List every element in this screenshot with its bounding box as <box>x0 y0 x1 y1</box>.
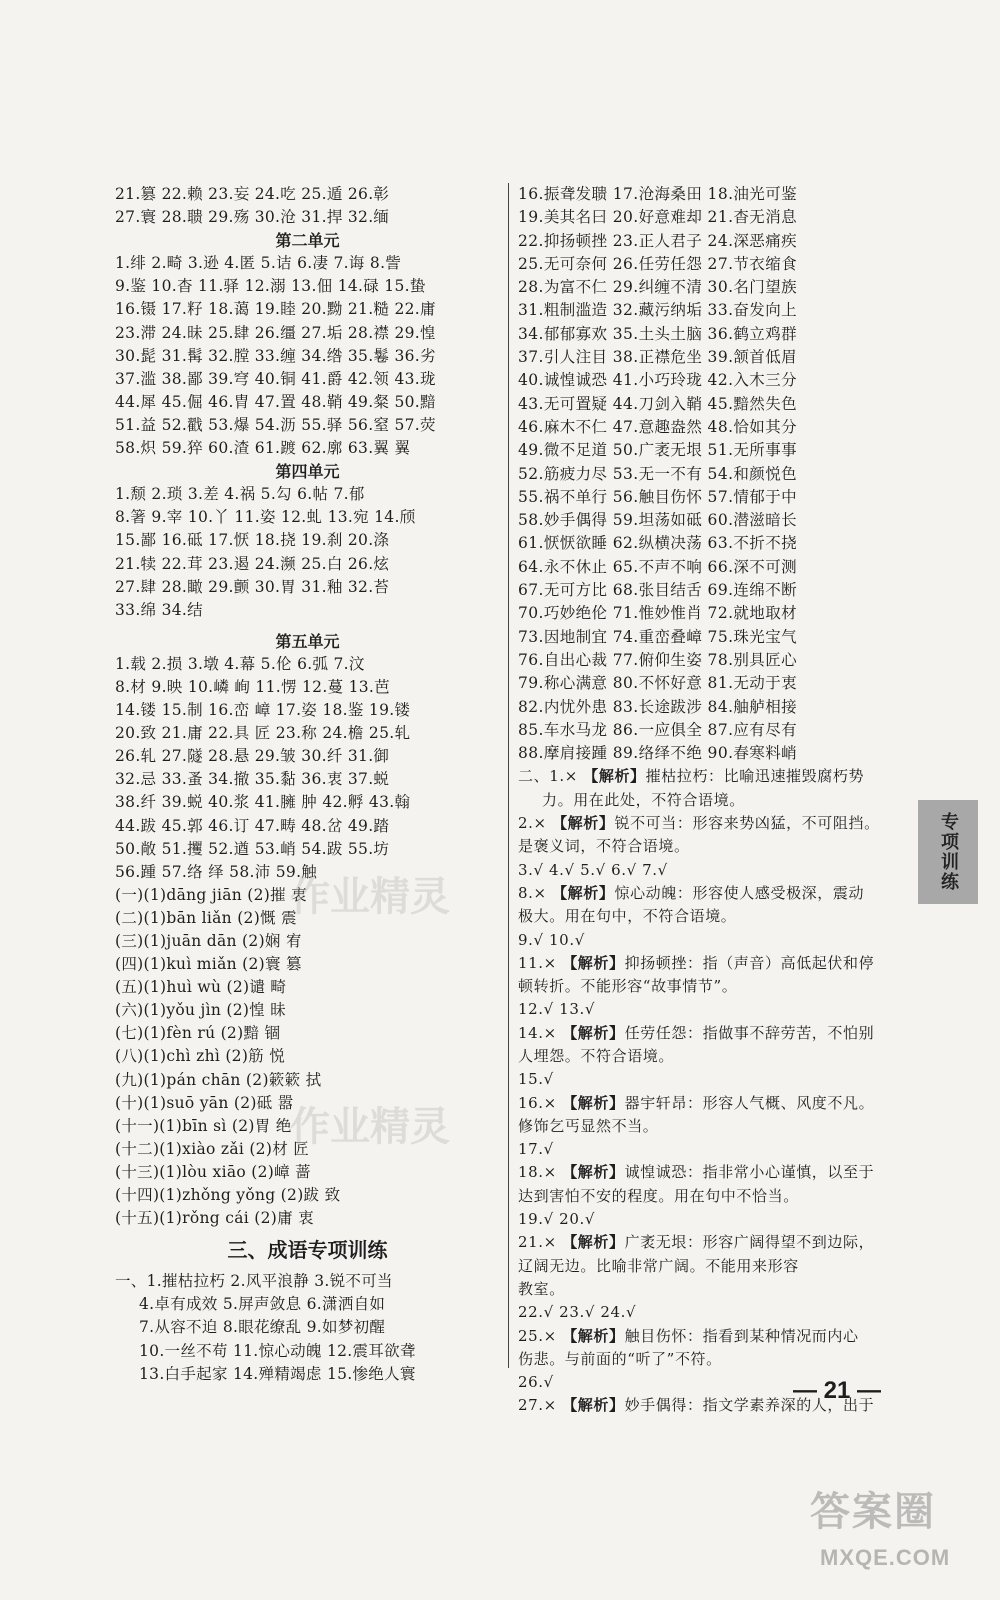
judgement-answer-line <box>518 882 898 905</box>
answer-line: 21.犊 22.茸 23.遏 24.濒 25.白 26.炫 <box>115 554 390 573</box>
judgement-answer-line <box>518 1278 898 1301</box>
answer-line: (八)(1)chì zhì (2)筋 悦 <box>115 1047 286 1066</box>
analysis-text: 顿转折。不能形容“故事情节”。 <box>518 977 738 996</box>
answer-mark: 19.√ 20.√ <box>518 1210 595 1229</box>
answer-mark: 18.× <box>518 1163 563 1182</box>
answer-line: 61.恹恹欲睡 62.纵横决荡 63.不折不挠 <box>518 534 798 553</box>
answer-line: (四)(1)kuì miǎn (2)寰 篡 <box>115 955 302 974</box>
answer-mark: 14.× <box>518 1023 563 1042</box>
answer-line: 21.篡 22.赖 23.妄 24.吃 25.遁 26.彰 <box>115 185 390 203</box>
answer-line: 46.麻木不仁 47.意趣盎然 48.恰如其分 <box>518 417 798 436</box>
analysis-tag: 【解析】 <box>552 883 615 902</box>
answer-line: 38.纤 39.蜕 40.浆 41.臃 肿 42.孵 43.翰 <box>115 793 411 812</box>
unit5-answers <box>115 653 500 884</box>
answer-line: 13.白手起家 14.殚精竭虑 15.惨绝人寰 <box>139 1364 416 1383</box>
answer-mark: 25.× <box>518 1326 563 1345</box>
right-column <box>518 183 898 1418</box>
answer-line: 14.镂 15.制 16.峦 嶂 17.姿 18.鉴 19.镂 <box>115 701 411 720</box>
answer-mark: 2.× <box>518 814 553 833</box>
answer-line: 7.从容不迫 8.眼花缭乱 9.如梦初醒 <box>139 1318 386 1337</box>
judgement-answer-line <box>518 1161 898 1184</box>
answer-line: 1.载 2.损 3.墩 4.幕 5.伦 6.弧 7.汶 <box>115 654 365 673</box>
answer-line: 88.摩肩接踵 89.络绎不绝 90.春寒料峭 <box>518 744 798 763</box>
answer-mark: 16.× <box>518 1093 563 1112</box>
judgement-answer-line <box>518 1348 898 1371</box>
answer-mark: 11.× <box>518 953 563 972</box>
judgement-answer-line <box>518 929 898 952</box>
analysis-text: 广袤无垠：形容广阔得望不到边际， <box>624 1233 875 1252</box>
answer-line: 76.自出心裁 77.俯仰生姿 78.别具匠心 <box>518 650 798 669</box>
answer-line: 一、1.摧枯拉朽 2.风平浪静 3.锐不可当 <box>115 1272 393 1291</box>
analysis-tag: 【解析】 <box>583 767 646 786</box>
judgement-answer-line <box>518 1208 898 1231</box>
analysis-text: 人埋怨。不符合语境。 <box>518 1046 675 1065</box>
analysis-text: 任劳任怨：指做事不辞劳苦，不怕别 <box>624 1023 875 1042</box>
answer-line: (十三)(1)lòu xiāo (2)嶂 蔷 <box>115 1162 311 1181</box>
idiom-answers-right <box>518 183 898 765</box>
analysis-text: 触目伤怀：指看到某种情况而内心 <box>624 1326 859 1345</box>
judgement-answer-line <box>518 765 898 788</box>
unit1-answers <box>115 183 500 229</box>
judgement-answer-line <box>518 952 898 975</box>
answer-line: (七)(1)fèn rú (2)黯 锢 <box>115 1024 281 1043</box>
site-logo-url: MXQE.COM <box>820 1545 951 1570</box>
analysis-tag: 【解析】 <box>562 1023 625 1042</box>
analysis-tag: 【解析】 <box>562 1093 625 1112</box>
answer-line: 22.抑扬顿挫 23.正人君子 24.深恶痛疾 <box>518 231 798 250</box>
unit5-title: 第五单元 <box>275 631 340 651</box>
answer-mark: 26.√ <box>518 1373 554 1392</box>
analysis-text: 修饰乞丐显然不当。 <box>518 1116 659 1135</box>
answer-line: 55.祸不单行 56.触目伤怀 57.情郁于中 <box>518 487 798 506</box>
unit4-answers <box>115 483 500 622</box>
left-column <box>115 183 500 1386</box>
answer-line: 20.致 21.庸 22.具 匠 23.称 24.檐 25.轧 <box>115 724 411 743</box>
answer-line: 49.微不足道 50.广袤无垠 51.无所事事 <box>518 441 798 460</box>
analysis-text: 是褒义词，不符合语境。 <box>518 837 690 856</box>
answer-line: (五)(1)huì wù (2)谴 畸 <box>115 978 287 997</box>
answer-line: 10.一丝不苟 11.惊心动魄 12.震耳欲聋 <box>139 1341 416 1360</box>
answer-mark: 3.√ 4.√ 5.√ 6.√ 7.√ <box>518 860 668 879</box>
answer-line: 16.振聋发聩 17.沧海桑田 18.油光可鉴 <box>518 185 798 203</box>
answer-line: 79.称心满意 80.不怀好意 81.无动于衷 <box>518 674 798 693</box>
answer-line: 40.诚惶诚恐 41.小巧玲珑 42.入木三分 <box>518 371 798 390</box>
section-side-tab: 专项训练 <box>918 800 978 904</box>
watermark: 作业精灵 <box>290 873 450 920</box>
answer-line: 25.无可奈何 26.任劳任怨 27.节衣缩食 <box>518 254 798 273</box>
answer-line: 19.美其名曰 20.好意难却 21.杳无消息 <box>518 208 798 227</box>
analysis-tag: 【解析】 <box>562 1163 625 1182</box>
analysis-tag: 【解析】 <box>562 1233 625 1252</box>
answer-line: 23.滞 24.昧 25.肆 26.缰 27.垢 28.襟 29.惶 <box>115 323 436 342</box>
judgement-answer-line <box>518 1301 898 1324</box>
judgement-answer-line <box>518 859 898 882</box>
answer-line: (十)(1)suō yān (2)砥 嚣 <box>115 1093 294 1112</box>
analysis-text: 抑扬顿挫：指（声音）高低起伏和停 <box>624 953 875 972</box>
answer-line: (九)(1)pán chān (2)簌簌 拭 <box>115 1070 322 1089</box>
answer-line: 26.轧 27.隧 28.悬 29.皱 30.纤 31.御 <box>115 747 390 766</box>
answer-mark: 17.√ <box>518 1140 554 1159</box>
judgement-answer-line <box>518 1092 898 1115</box>
answer-line: 51.益 52.戳 53.爆 54.沥 55.驿 56.窒 57.荧 <box>115 415 436 434</box>
analysis-text: 教室。 <box>518 1279 565 1298</box>
answer-mark: 9.√ 10.√ <box>518 930 585 949</box>
analysis-tag: 【解析】 <box>562 1396 625 1415</box>
judgement-answer-line <box>518 998 898 1021</box>
answer-mark: 27.× <box>518 1396 563 1415</box>
answer-line: 34.郁郁寡欢 35.土头土脑 36.鹤立鸡群 <box>518 324 798 343</box>
judgement-answer-line <box>518 812 898 835</box>
judgement-answers <box>518 765 898 1417</box>
judgement-answer-line <box>518 1138 898 1161</box>
pinyin-answers <box>115 884 500 1230</box>
analysis-text: 妙手偶得：指文学素养深的人，出于 <box>624 1396 875 1415</box>
answer-line: (三)(1)juān dān (2)娴 宥 <box>115 932 302 950</box>
answer-line: 32.忌 33.蚤 34.撤 35.黏 36.衷 37.蜕 <box>115 770 390 789</box>
analysis-tag: 【解析】 <box>562 1326 625 1345</box>
answer-line: 56.踵 57.络 绎 58.沛 59.触 <box>115 862 318 881</box>
answer-line: 82.内忧外患 83.长途跋涉 84.舳舻相接 <box>518 697 798 716</box>
site-logo: 答案圈 <box>810 1488 936 1535</box>
analysis-text: 惊心动魄：形容使人感受极深，震动 <box>614 883 865 902</box>
answer-line: (一)(1)dāng jiān (2)摧 衷 <box>115 885 307 904</box>
judgement-answer-line <box>518 1185 898 1208</box>
answer-line: 52.筋疲力尽 53.无一不有 54.和颜悦色 <box>518 464 798 483</box>
column-divider <box>508 183 509 1368</box>
analysis-tag: 【解析】 <box>562 953 625 972</box>
unit2-answers <box>115 252 500 460</box>
answer-line: 50.敞 51.攫 52.遒 53.峭 54.跋 55.坊 <box>115 839 390 858</box>
analysis-text: 力。用在此处，不符合语境。 <box>542 790 745 809</box>
answer-line: 28.为富不仁 29.纠缠不清 30.名门望族 <box>518 278 798 297</box>
analysis-text: 器宇轩昂：形容人气概、风度不凡。 <box>624 1093 875 1112</box>
answer-line: 67.无可方比 68.张目结舌 69.连绵不断 <box>518 581 798 600</box>
answer-mark: 二、1.× <box>518 767 584 786</box>
answer-line: 15.鄙 16.砥 17.恹 18.挠 19.刹 20.涤 <box>115 531 390 550</box>
judgement-answer-line <box>518 905 898 928</box>
answer-line: 8.材 9.映 10.嶙 峋 11.愣 12.蔓 13.芭 <box>115 677 390 696</box>
answer-line: 64.永不休止 65.不声不响 66.深不可测 <box>518 557 798 576</box>
analysis-text: 摧枯拉朽：比喻迅速摧毁腐朽势 <box>645 767 865 786</box>
answer-line: 37.滥 38.鄙 39.穹 40.铜 41.爵 42.领 43.珑 <box>115 369 436 388</box>
judgement-answer-line <box>518 1115 898 1138</box>
answer-line: 27.寰 28.聩 29.殇 30.沧 31.捍 32.缅 <box>115 208 390 227</box>
judgement-answer-line <box>518 1231 898 1254</box>
answer-line: (十一)(1)bīn sì (2)胃 绝 <box>115 1116 292 1135</box>
answer-line: 44.犀 45.倔 46.胄 47.置 48.鞘 49.粲 50.黯 <box>115 392 436 411</box>
analysis-tag: 【解析】 <box>552 814 615 833</box>
judgement-answer-line <box>518 1325 898 1348</box>
answer-line: 37.引人注目 38.正襟危坐 39.颔首低眉 <box>518 348 798 367</box>
judgement-answer-line <box>518 789 898 812</box>
answer-line: 27.肆 28.瞰 29.颤 30.胃 31.釉 32.苔 <box>115 577 390 596</box>
answer-mark: 8.× <box>518 883 553 902</box>
answer-mark: 12.√ 13.√ <box>518 1000 595 1019</box>
answer-line: 44.跋 45.郭 46.订 47.畴 48.岔 49.踏 <box>115 816 390 835</box>
unit2-title: 第二单元 <box>275 231 340 251</box>
idiom-section-title: 三、成语专项训练 <box>227 1238 388 1263</box>
answer-line: 1.绯 2.畸 3.逊 4.匿 5.诘 6.凄 7.诲 8.訾 <box>115 254 402 273</box>
analysis-text: 伤悲。与前面的“听了”不符。 <box>518 1349 722 1368</box>
analysis-text: 辽阔无边。比喻非常广阔。不能用来形容 <box>518 1256 799 1275</box>
answer-line: 43.无可置疑 44.刀剑入鞘 45.黯然失色 <box>518 394 798 413</box>
answer-line: 1.颓 2.琐 3.差 4.祸 5.勾 6.帖 7.郁 <box>115 485 365 504</box>
answer-line: 85.车水马龙 86.一应俱全 87.应有尽有 <box>518 720 798 739</box>
page-number: — 21 — <box>793 1377 882 1404</box>
answer-line: 16.镊 17.籽 18.蔼 19.睦 20.黝 21.糙 22.庸 <box>115 300 436 319</box>
answer-line: 58.妙手偶得 59.坦荡如砥 60.潜滋暗长 <box>518 511 798 530</box>
analysis-text: 诚惶诚恐：指非常小心谨慎，以至于 <box>624 1163 875 1182</box>
judgement-answer-line <box>518 835 898 858</box>
judgement-answer-line <box>518 1068 898 1091</box>
answer-line: (十五)(1)rǒng cái (2)庸 衷 <box>115 1209 314 1228</box>
answer-line: 70.巧妙绝伦 71.惟妙惟肖 72.就地取材 <box>518 604 798 623</box>
judgement-answer-line <box>518 975 898 998</box>
unit4-title: 第四单元 <box>275 462 340 482</box>
answer-mark: 21.× <box>518 1233 563 1252</box>
answer-line: 9.鉴 10.杳 11.驿 12.溺 13.佃 14.碌 15.蛰 <box>115 277 426 296</box>
answer-mark: 22.√ 23.√ 24.√ <box>518 1303 637 1322</box>
answer-line: 31.粗制滥造 32.藏污纳垢 33.奋发向上 <box>518 301 798 320</box>
answer-line: 58.炽 59.猝 60.渣 61.踱 62.廓 63.翼 翼 <box>115 439 411 458</box>
answer-line: 73.因地制宜 74.重峦叠嶂 75.珠光宝气 <box>518 627 798 646</box>
judgement-answer-line <box>518 1045 898 1068</box>
answer-mark: 15.√ <box>518 1070 554 1089</box>
answer-line: 4.卓有成效 5.屏声敛息 6.潇洒自如 <box>139 1295 386 1314</box>
watermark: 作业精灵 <box>290 1103 450 1150</box>
answer-line: (十二)(1)xiào zǎi (2)材 匠 <box>115 1139 310 1158</box>
judgement-answer-line <box>518 1255 898 1278</box>
judgement-answer-line <box>518 1022 898 1045</box>
answer-line: 30.髭 31.髯 32.膛 33.缠 34.绺 35.鬈 36.劣 <box>115 346 436 365</box>
analysis-text: 锐不可当：形容来势凶猛，不可阻挡。 <box>614 814 880 833</box>
answer-line: (十四)(1)zhǒng yǒng (2)跋 致 <box>115 1186 341 1205</box>
idiom-answers-left <box>115 1270 500 1385</box>
answer-line: 33.绵 34.结 <box>115 600 203 619</box>
analysis-text: 极大。用在句中，不符合语境。 <box>518 907 737 926</box>
answer-line: 8.箸 9.宰 10.丫 11.姿 12.虬 13.宛 14.颀 <box>115 508 416 527</box>
answer-line: (二)(1)bān liǎn (2)慨 震 <box>115 908 297 927</box>
analysis-text: 达到害怕不安的程度。用在句中不恰当。 <box>518 1186 799 1205</box>
answer-line: (六)(1)yǒu jìn (2)惶 昧 <box>115 1001 287 1020</box>
